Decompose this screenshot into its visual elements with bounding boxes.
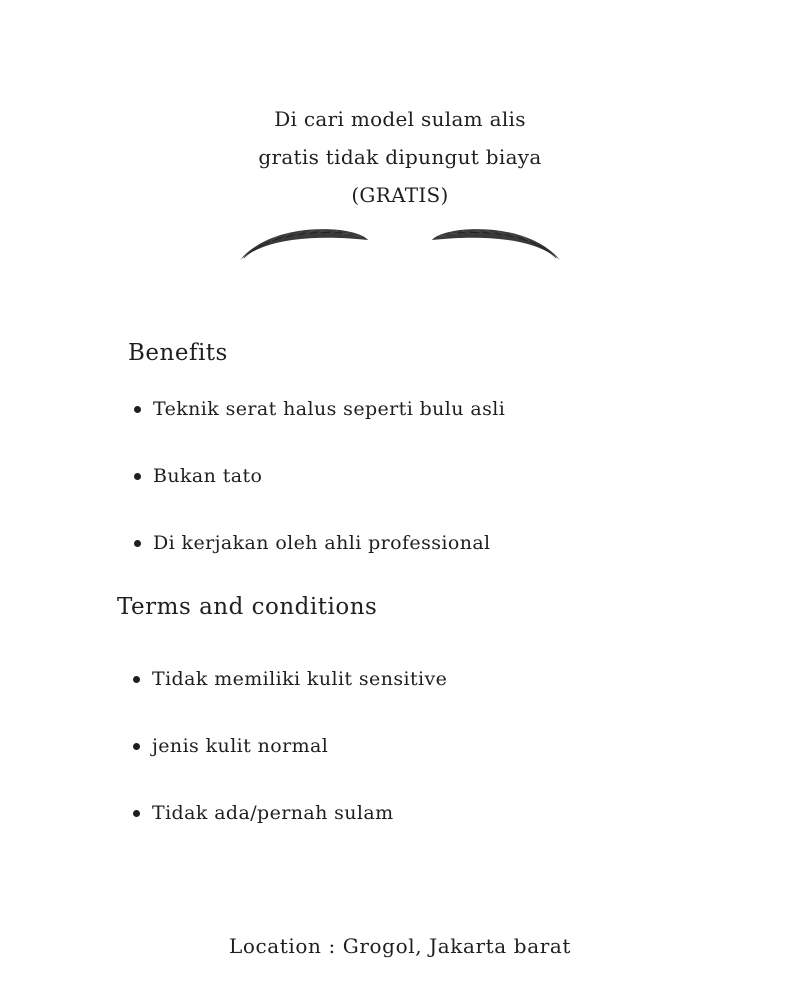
- benefits-heading: Benefits: [128, 340, 228, 366]
- left-eyebrow-icon: [240, 229, 368, 260]
- bullet-dot-icon: [133, 676, 140, 683]
- bullet-dot-icon: [133, 743, 140, 750]
- bullet-dot-icon: [134, 540, 141, 547]
- list-item: [130, 733, 447, 800]
- benefit-text: Teknik serat halus seperti bulu asli: [153, 398, 506, 420]
- bullet-dot-icon: [134, 406, 141, 413]
- headline-line-2: gratis tidak dipungut biaya: [258, 145, 542, 169]
- term-text: Tidak ada/pernah sulam: [152, 802, 394, 824]
- benefits-list: [131, 396, 505, 597]
- right-eyebrow-icon: [432, 229, 560, 260]
- bullet-dot-icon: [133, 810, 140, 817]
- terms-heading: Terms and conditions: [117, 594, 378, 620]
- location-text: Location : Grogol, Jakarta barat: [228, 934, 572, 958]
- list-item: [131, 530, 505, 597]
- eyebrows-illustration-icon: [230, 212, 570, 272]
- headline: [0, 100, 800, 214]
- term-text: jenis kulit normal: [152, 735, 329, 757]
- benefit-text: Bukan tato: [153, 465, 263, 487]
- benefit-text: Di kerjakan oleh ahli professional: [153, 532, 491, 554]
- bullet-dot-icon: [134, 473, 141, 480]
- terms-list: [130, 666, 447, 867]
- headline-line-3: (GRATIS): [351, 183, 449, 207]
- list-item: [130, 800, 447, 867]
- headline-line-1: Di cari model sulam alis: [274, 107, 526, 131]
- term-text: Tidak memiliki kulit sensitive: [152, 668, 448, 690]
- list-item: [130, 666, 447, 733]
- list-item: [131, 396, 505, 463]
- list-item: [131, 463, 505, 530]
